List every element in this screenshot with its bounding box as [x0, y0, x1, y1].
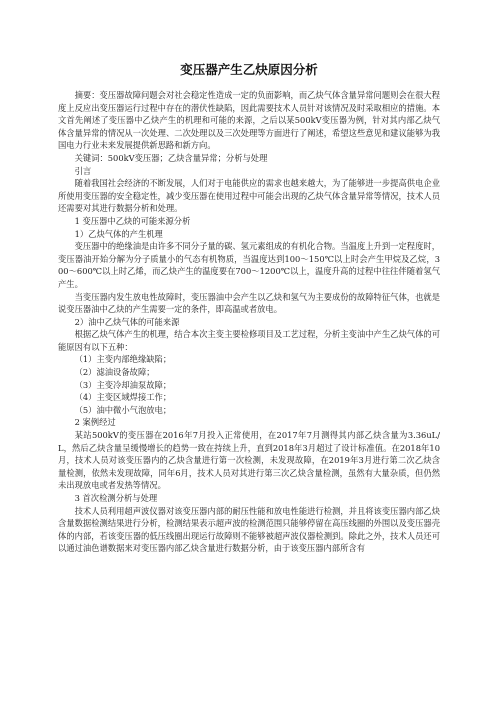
- paragraph-case: 某站500kV的变压器在2016年7月投入正常使用，在2017年7月测得其内部乙炔含量为3.36uL/L，然后乙炔含量呈缓慢增长的趋势一致在持续上升，直到2018年3月超过了设计标准值。在2018年10月，技术人员对该变压器内的乙炔含量进行第一次检测，未发现故障，在2019年3月进行第二次乙炔含量检测，依然未发现故障，同年6月，技术人员对其进行第三次乙炔含量检测，虽然有大量杂质，但仍然未出现放电或者发热等情况。: [58, 430, 440, 491]
- paragraph-introduction: 随着我国社会经济的不断发展，人们对于电能供应的需求也越来越大，为了能够进一步提高供电企业所使用变压器的安全稳定性，减少变压器在使用过程中可能会出现的乙炔气体含量异常等情况，技术人员还需要对其进行数据分析和处理。: [58, 178, 440, 214]
- paragraph-mechanism: 变压器中的绝缘油是由许多不同分子量的碳、氢元素组成的有机化合物。当温度上升到一定程度时，变压器油开始分解为分子质量小的气态有机物质，当温度达到100～150℃以上时会产生甲烷及乙烷，300～600℃以上时乙烯，而乙炔产生的温度要在700～1200℃以上，温度升高的过程中往往伴随着氢气产生。: [58, 241, 440, 289]
- paragraph-sources: 根据乙炔气体产生的机理，结合本次主变主要检修项目及工艺过程，分析主变油中产生乙炔气体的可能原因有以下五种：: [58, 329, 440, 352]
- list-item: （2）滤油设备故障；: [74, 367, 155, 378]
- list-item: （3）主变冷却油泵故障；: [74, 379, 172, 390]
- heading-section-2: 2 案例经过: [74, 417, 116, 428]
- heading-section-3: 3 首次检测分析与处理: [74, 493, 158, 503]
- list-item: （4）主变区域焊接工作；: [74, 392, 172, 403]
- paragraph-discharge: 当变压器内发生放电性故障时，变压器油中会产生以乙炔和氢气为主要成份的故障特征气体，也就是说变压器油中乙炔的产生需要一定的条件，即高温或者放电。: [58, 291, 440, 315]
- paragraph-keywords: 关键词：500kV变压器；乙炔含量异常；分析与处理: [74, 152, 268, 163]
- list-item: （5）油中微小气泡放电；: [74, 404, 172, 415]
- paragraph-analysis: 技术人员利用超声波仪器对该变压器内部的耐压性能和放电性能进行检测，并且将该变压器内部乙炔含量数据检测结果进行分析，检测结果表示超声波的检测范围只能够停留在高压线圈的外围以及变压器壳体的内部，若该变压器的低压线圈出现运行故障则不能够被超声波仪器检测到。除此之外，技术人员还可以通过油色谱数据来对变压器内部乙炔含量进行数据分析，由于该变压器内部所含有: [58, 505, 440, 554]
- heading-subsection-1-2: 2）油中乙炔气体的可能来源: [74, 316, 180, 327]
- heading-introduction: 引言: [74, 165, 92, 176]
- heading-section-1: 1 变压器中乙炔的可能来源分析: [74, 215, 191, 226]
- document-body: [58, 89, 440, 555]
- list-item: （1）主变内部绝缘缺陷；: [74, 354, 172, 365]
- document-title: 变压器产生乙炔原因分析: [180, 62, 318, 77]
- heading-subsection-1-1: 1）乙炔气体的产生机理: [74, 228, 163, 239]
- paragraph-abstract: 摘要：变压器故障问题会对社会稳定性造成一定的负面影响，而乙炔气体含量异常问题则会在很大程度上反应出变压器运行过程中存在的潜伏性缺陷，因此需要技术人员针对该情况及时采取相应的措施。本文首先阐述了变压器中乙炔产生的机理和可能的来源，之后以某500kV变压器为例，针对其内部乙炔气体含量异常的情况从一次处理、二次处理以及三次处理等方面进行了阐述，希望这些意见和建议能够为我国电力行业未来发展提供新思路和新方向。: [58, 90, 440, 151]
